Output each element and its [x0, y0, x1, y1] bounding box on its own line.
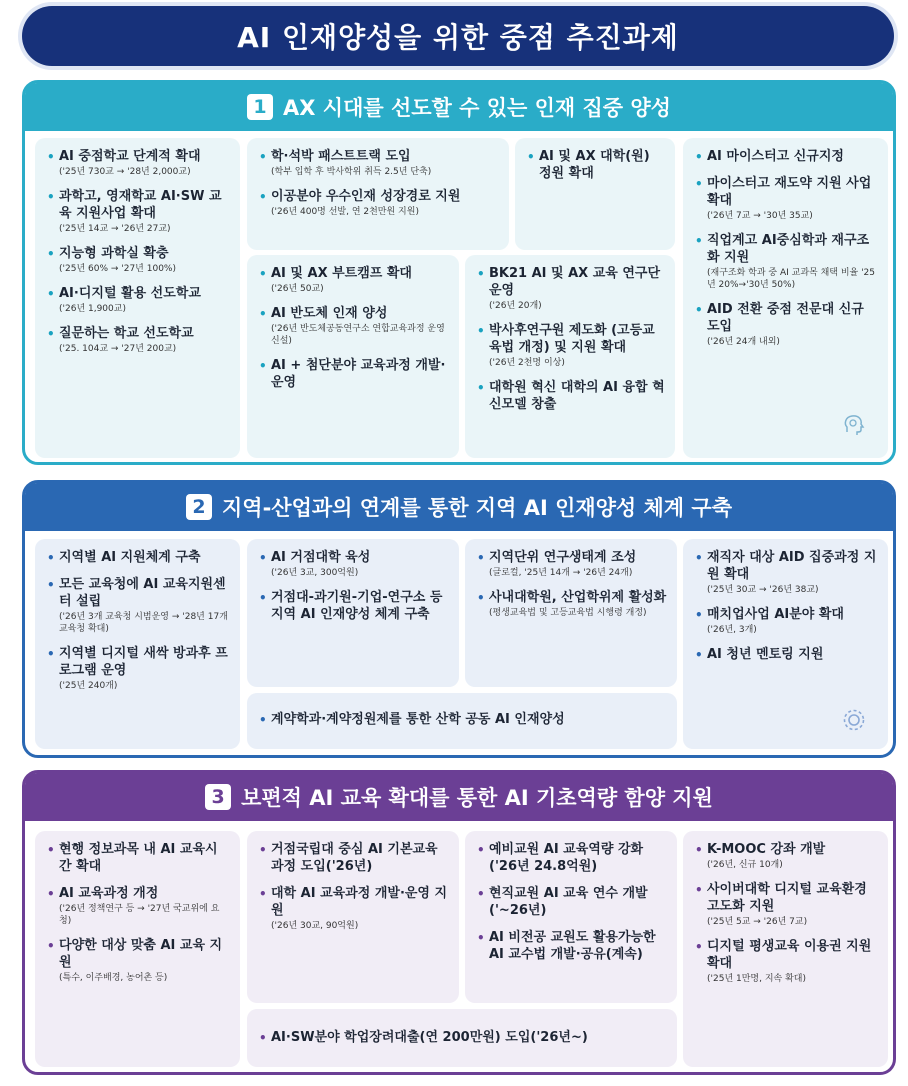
item-title: 지역별 디지털 새싹 방과후 프로그램 운영: [59, 646, 228, 678]
gear-icon: [841, 707, 867, 733]
section-3-header: [25, 773, 893, 821]
item-title: AI 중점학교 단계적 확대: [59, 149, 201, 164]
item-title: AID 전환 중점 전문대 신규 도입: [707, 302, 864, 334]
list-item: [693, 646, 878, 663]
list-item: [45, 285, 230, 315]
item-title: 거점대-과기원-기업-연구소 등 지역 AI 인재양성 체계 구축: [271, 590, 443, 622]
bullet: •: [477, 591, 485, 605]
item-title: 매치업사업 AI분야 확대: [707, 607, 844, 622]
bullet: •: [47, 247, 55, 261]
item-detail: ('26년 30교, 90억원): [271, 921, 359, 931]
section-title: 지역-산업과의 연계를 통한 지역 AI 인재양성 체계 구축: [222, 496, 732, 520]
item-detail: ('26년 20개): [489, 301, 542, 311]
section-1-col-4: [683, 138, 888, 458]
item-detail: ('26년 7교 → '30년 35교): [707, 211, 813, 221]
bullet: •: [477, 551, 485, 565]
item-title: 마이스터고 재도약 지원 사업 확대: [707, 176, 872, 208]
item-detail: ('26년, 3개): [707, 625, 757, 635]
list-item: [45, 325, 230, 355]
section-1-col-2-bottom-left: [247, 255, 459, 458]
bullet: •: [477, 931, 485, 945]
section-1-col-2-top: [247, 138, 509, 250]
section-2: [22, 480, 896, 758]
bullet: •: [259, 843, 267, 857]
item-detail: ('26년 2천명 이상): [489, 358, 565, 368]
section-3-wide: [247, 1009, 677, 1067]
bullet: •: [259, 359, 267, 373]
section-3-col-3: [465, 831, 677, 1003]
section-3-col-4: [683, 831, 888, 1067]
item-detail: ('25. 104교 → '27년 200교): [59, 344, 177, 354]
bullet: •: [695, 648, 703, 662]
list-item: [45, 245, 230, 275]
list-item: [45, 188, 230, 235]
section-1-col-1: [35, 138, 240, 458]
item-title: 지역별 AI 지원체계 구축: [59, 550, 201, 565]
section-1-col-2-side: [515, 138, 675, 250]
item-detail: ('26년 3교, 300억원): [271, 568, 359, 578]
item-title: 직업계고 AI중심학과 재구조화 지원: [707, 233, 870, 265]
bullet: •: [259, 190, 267, 204]
bullet: •: [47, 887, 55, 901]
item-title: AI 비전공 교원도 활용가능한 AI 교수법 개발·공유(계속): [489, 930, 656, 962]
item-detail: ('25년 240개): [59, 681, 118, 691]
section-number: 3: [205, 784, 231, 810]
bullet: •: [695, 608, 703, 622]
item-title: 거점국립대 중심 AI 기본교육과정 도입('26년): [271, 842, 438, 874]
item-detail: ('26년 3개 교육청 시범운영 → '28년 17개 교육청 확대): [59, 612, 228, 634]
list-item: [693, 232, 878, 291]
list-item: [257, 188, 499, 218]
bullet: •: [477, 324, 485, 338]
item-title: AI 및 AX 부트캠프 확대: [271, 266, 412, 281]
section-1-col-2-bottom-right: [465, 255, 675, 458]
item-title: 대학원 혁신 대학의 AI 융합 혁신모델 창출: [489, 380, 665, 412]
section-2-col-3: [465, 539, 677, 687]
list-item: [45, 841, 230, 875]
list-item: [475, 589, 667, 619]
item-title: 질문하는 학교 선도학교: [59, 326, 194, 341]
bullet: •: [259, 591, 267, 605]
list-item: [45, 645, 230, 692]
section-3: [22, 770, 896, 1075]
item-detail: ('26년 50교): [271, 284, 324, 294]
bullet: •: [695, 234, 703, 248]
section-2-col-1: [35, 539, 240, 749]
item-detail: ('26년 24개 내외): [707, 337, 780, 347]
item-title: K-MOOC 강좌 개발: [707, 842, 826, 857]
item-title: BK21 AI 및 AX 교육 연구단 운영: [489, 266, 661, 298]
item-title: 지역단위 연구생태계 조성: [489, 550, 637, 565]
list-item: [693, 938, 878, 985]
list-item: [257, 148, 499, 178]
section-title: AX 시대를 선도할 수 있는 인재 집중 양성: [283, 96, 671, 120]
item-title: 재직자 대상 AID 집중과정 지원 확대: [707, 550, 877, 582]
section-number: 1: [247, 94, 273, 120]
item-title: AI 교육과정 개정: [59, 886, 159, 901]
list-item: [257, 841, 449, 875]
bullet: •: [695, 883, 703, 897]
bullet: •: [259, 551, 267, 565]
item-detail: (특수, 이주배경, 농어촌 등): [59, 973, 168, 983]
item-detail: ('26년 1,900교): [59, 304, 126, 314]
bullet: •: [47, 647, 55, 661]
list-item: • 계약학과·계약정원제를 통한 산학 공동 AI 인재양성: [259, 712, 565, 727]
list-item: [45, 885, 230, 927]
item-detail: ('26년, 신규 10개): [707, 860, 783, 870]
section-2-wide: [247, 693, 677, 749]
item-title: AI + 첨단분야 교육과정 개발·운영: [271, 358, 446, 390]
list-item: [257, 549, 449, 579]
item-detail: ('26년 정책연구 등 → '27년 국교위에 요청): [59, 904, 220, 926]
bullet: •: [695, 303, 703, 317]
bullet: •: [477, 843, 485, 857]
item-detail: ('25년 30교 → '26년 38교): [707, 585, 819, 595]
list-item: [475, 885, 667, 919]
page-title: AI 인재양성을 위한 중점 추진과제: [237, 21, 679, 54]
item-title: 사내대학원, 산업학위제 활성화: [489, 590, 667, 605]
list-item: [257, 305, 449, 347]
list-item: • AI·SW분야 학업장려대출(연 200만원) 도입('26년~): [259, 1030, 588, 1045]
bullet: •: [47, 327, 55, 341]
section-3-col-2: [247, 831, 459, 1003]
item-detail: ('25년 14교 → '26년 27교): [59, 224, 171, 234]
list-item: [257, 265, 449, 295]
bullet: •: [47, 939, 55, 953]
section-3-col-1: [35, 831, 240, 1067]
item-title: 다양한 대상 맞춤 AI 교육 지원: [59, 938, 223, 970]
list-item: [693, 841, 878, 871]
item-title: 현행 정보과목 내 AI 교육시간 확대: [59, 842, 218, 874]
section-1: [22, 80, 896, 465]
item-title: AI 청년 멘토링 지원: [707, 647, 824, 662]
list-item: [45, 549, 230, 566]
list-item: [257, 357, 449, 391]
bullet: •: [47, 551, 55, 565]
list-item: [693, 301, 878, 348]
item-detail: ('26년 반도체공동연구소 연합교육과정 운영 신설): [271, 324, 445, 346]
bullet: •: [47, 287, 55, 301]
item-title: AI 반도체 인재 양성: [271, 306, 388, 321]
item-title: AI 거점대학 육성: [271, 550, 371, 565]
item-title: 대학 AI 교육과정 개발·운영 지원: [271, 886, 448, 918]
item-title: AI 마이스터고 신규지정: [707, 149, 844, 164]
bullet: •: [47, 150, 55, 164]
section-2-col-2: [247, 539, 459, 687]
section-2-header: [25, 483, 893, 531]
item-detail: ('26년 400명 선발, 연 2천만원 지원): [271, 207, 419, 217]
item-detail: ('25년 1만명, 지속 확대): [707, 974, 806, 984]
item-title: 예비교원 AI 교육역량 강화('26년 24.8억원): [489, 842, 644, 874]
bullet: •: [527, 150, 535, 164]
item-detail: (글로컬, '25년 14개 → '26년 24개): [489, 568, 633, 578]
section-number: 2: [186, 494, 212, 520]
item-title: 이공분야 우수인재 성장경로 지원: [271, 189, 461, 204]
list-item: [257, 589, 449, 623]
item-title: 사이버대학 디지털 교육환경 고도화 지원: [707, 882, 867, 914]
bullet: •: [47, 578, 55, 592]
list-item: [475, 379, 665, 413]
item-title: 디지털 평생교육 이용권 지원 확대: [707, 939, 872, 971]
item-title: 지능형 과학실 확충: [59, 246, 169, 261]
bullet: •: [259, 267, 267, 281]
item-detail: (평생교육법 및 고등교육법 시행령 개정): [489, 608, 647, 618]
page-title-bar: [22, 6, 894, 66]
item-title: AI·디지털 활용 선도학교: [59, 286, 201, 301]
item-detail: ('25년 730교 → '28년 2,000교): [59, 167, 191, 177]
item-title: 모든 교육청에 AI 교육지원센터 설립: [59, 577, 226, 609]
item-detail: ('25년 60% → '27년 100%): [59, 264, 176, 274]
bullet: •: [695, 551, 703, 565]
bullet: •: [477, 267, 485, 281]
ai-head-icon: [841, 412, 867, 438]
bullet: •: [259, 887, 267, 901]
list-item: [45, 576, 230, 635]
item-detail: ('25년 5교 → '26년 7교): [707, 917, 808, 927]
item-title: 학·석박 패스트트랙 도입: [271, 149, 411, 164]
list-item: [693, 549, 878, 596]
item-title: AI 및 AX 대학(원) 정원 확대: [539, 149, 650, 181]
item-title: 과학고, 영재학교 AI·SW 교육 지원사업 확대: [59, 189, 222, 221]
item-detail: (재구조화 학과 중 AI 교과목 채택 비율 '25년 20%→'30년 50%): [707, 268, 875, 290]
bullet: •: [259, 150, 267, 164]
bullet: •: [477, 381, 485, 395]
list-item: [693, 175, 878, 222]
item-title: 박사후연구원 제도화 (고등교육법 개정) 및 지원 확대: [489, 323, 655, 355]
bullet: •: [695, 177, 703, 191]
list-item: [45, 937, 230, 984]
item-detail: (학부 입학 후 박사학위 취득 2.5년 단축): [271, 167, 432, 177]
list-item: [475, 265, 665, 312]
list-item: [525, 148, 665, 182]
list-item: [693, 606, 878, 636]
list-item: [45, 148, 230, 178]
bullet: •: [259, 307, 267, 321]
list-item: [693, 148, 878, 165]
list-item: [693, 881, 878, 928]
bullet: •: [695, 940, 703, 954]
bullet: •: [47, 190, 55, 204]
item-title: 현직교원 AI 교육 연수 개발('~26년): [489, 886, 648, 918]
bullet: •: [477, 887, 485, 901]
list-item: [257, 885, 449, 932]
list-item: [475, 322, 665, 369]
list-item: [475, 841, 667, 875]
list-item: [475, 549, 667, 579]
bullet: •: [47, 843, 55, 857]
section-1-header: [25, 83, 893, 131]
section-title: 보편적 AI 교육 확대를 통한 AI 기초역량 함양 지원: [241, 786, 713, 810]
bullet: •: [695, 843, 703, 857]
list-item: [475, 929, 667, 963]
bullet: •: [695, 150, 703, 164]
